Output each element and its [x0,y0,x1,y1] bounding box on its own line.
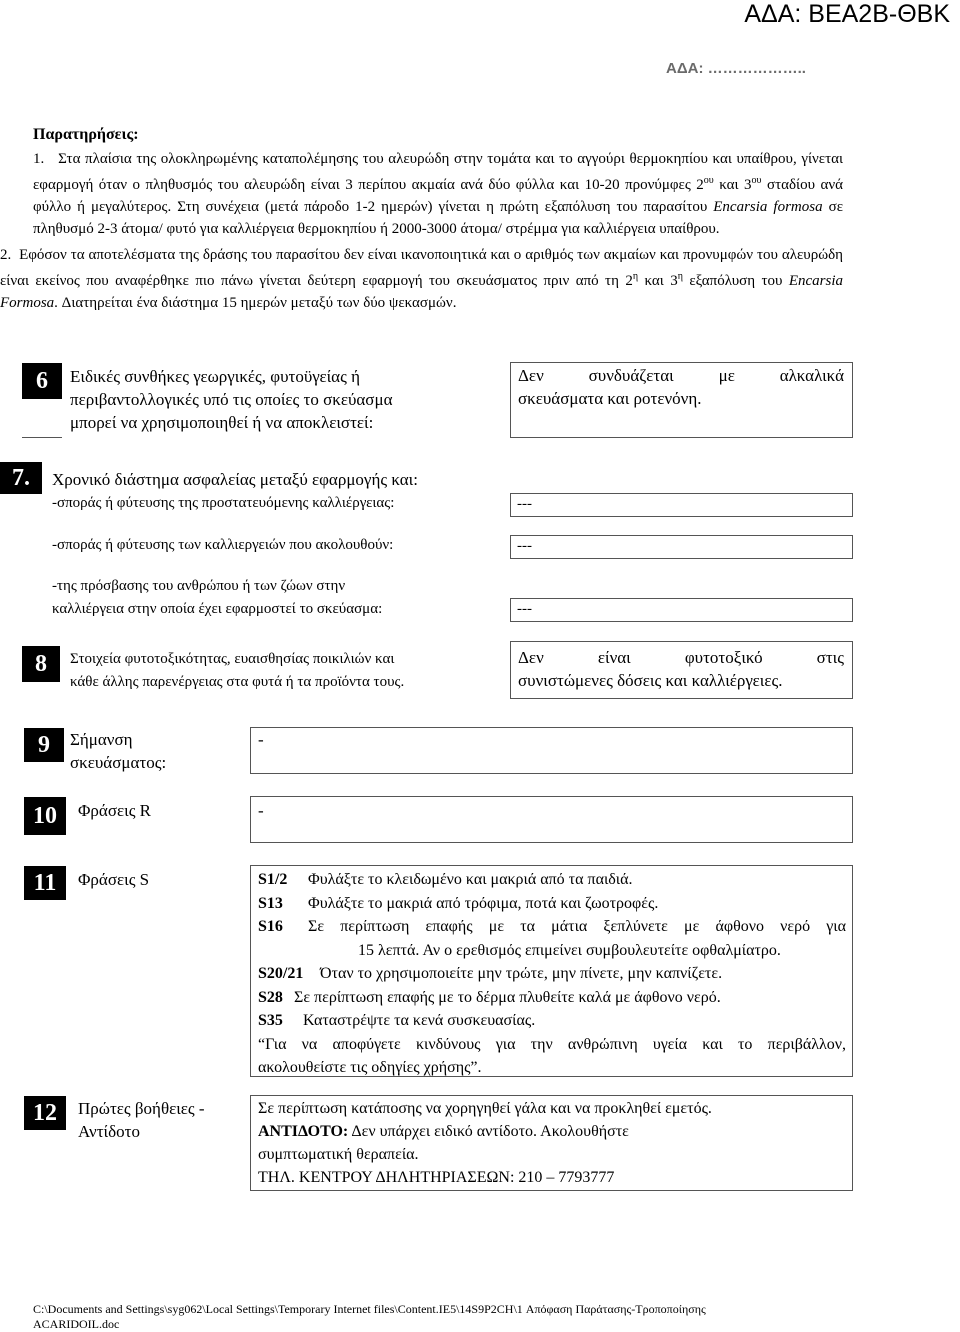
s-phrase [258,962,846,986]
section-12-value [258,1097,846,1189]
ada-code: ΑΔΑ: ΒΕΑ2Β-ΘΒΚ [744,0,950,28]
s-phrase-code: S13 [258,894,283,912]
note-2-sup-b: η [677,271,683,282]
section-10-number: 10 [24,797,66,835]
note-1-text-d: σε πληθυσμό 2-3 άτομα/ φυτό για καλλιέργεια θερμοκηπίου ή 2000-3000 άτομα/ στρέμμα για καλλιέργεια υπαίθρου. [33,199,843,237]
note-1 [33,148,843,240]
section-7-title: Χρονικό διάστημα ασφαλείας μεταξύ εφαρμογής και: [52,470,418,489]
note-1-sup-b: ου [751,175,762,186]
section-6-label-line: περιβαντολλογικές υπό τις οποίες το σκεύασμα [70,390,393,409]
section-9-value: - [258,730,264,749]
section-9-label [70,728,166,774]
section-10-label: Φράσεις R [78,801,152,820]
notes-title: Παρατηρήσεις: [33,126,139,143]
s-phrase-text: Φυλάξτε το κλειδωμένο και μακριά από τα παιδιά. [308,871,633,888]
note-1-text-b: και 3 [713,177,752,193]
antidote-label: ΑΝΤΙΔΟΤΟ: [258,1123,349,1140]
section-8-label [70,648,404,694]
s-phrase [258,939,846,963]
section-6-label-line: μπορεί να χρησιμοποιηθεί ή να αποκλειστεί: [70,413,374,432]
s-phrase-text: Φυλάξτε το μακριά από τρόφιμα, ποτά και ζωοτροφές. [308,894,659,912]
section-9-label-line: σκευάσματος: [70,753,167,772]
s-phrase-text: 15 λεπτά. Αν ο ερεθισμός επιμείνει συμβουλευτείτε οφθαλμίατρο. [358,941,781,959]
ada-placeholder: ΑΔΑ: ……………….. [666,60,806,77]
section-7-row-3-label [52,575,382,621]
section-7-row-1-label: -σποράς ή φύτευσης της προστατευόμενης καλλιέργειας: [52,495,395,511]
note-1-species: Encarsia formosa [713,199,823,215]
s-phrase-code: S20/21 [258,965,304,982]
section-9-label-line: Σήμανση [70,730,133,749]
s-phrase-code: S1/2 [258,871,288,888]
note-2-number: 2. [0,247,12,263]
section-12-label-line: Πρώτες βοήθειες - [78,1099,205,1118]
section-7-row-3-label-line: -της πρόσβασης του ανθρώπου ή των ζώων στην [52,578,346,594]
s-phrase [258,892,846,916]
section-12-label [78,1097,205,1143]
section-6-number: 6 [22,363,62,399]
section-8-value [518,646,844,692]
section-6-value [518,364,844,410]
section-8-value-line: συνιστώμενες δόσεις και καλλιέργειες. [518,671,783,690]
section-7-row-1-value: --- [510,493,853,517]
section-12-label-line: Αντίδοτο [78,1122,140,1141]
s-phrase-code [308,939,358,963]
s-phrase-quote: ακολουθείστε τις οδηγίες χρήσης”. [258,1059,482,1076]
note-2 [0,244,843,314]
note-2-species: Encarsia Formosa [0,273,844,311]
section-8-label-line: κάθε άλλης παρενέργειας στα φυτά ή τα προϊόντα τους. [70,674,405,690]
s-phrase-text: Σε περίπτωση επαφής με το δέρμα πλυθείτε καλά με άφθονο νερό. [294,988,721,1006]
section-7-row-3-label-line: καλλιέργεια στην οποία έχει εφαρμοστεί το σκεύασμα: [52,601,383,617]
first-aid-line: συμπτωματική θεραπεία. [258,1146,419,1163]
s-phrase-text: Σε περίπτωση επαφής με τα μάτια ξεπλύνετε με άφθονο νερό για [308,918,846,935]
section-9-number: 9 [24,728,64,762]
s-phrase-quote: “Για να αποφύγετε κινδύνους για την ανθρώπινη υγεία και το περιβάλλον, [258,1035,846,1053]
note-1-sup: ου [703,175,714,186]
s-phrase-text: Καταστρέψτε τα κενά συσκευασίας. [303,1012,536,1029]
s-phrase-code: S16 [258,918,283,935]
antidote-text: Δεν υπάρχει ειδικό αντίδοτο. Ακολουθήστε [348,1123,629,1140]
section-11-number: 11 [24,866,66,900]
section-8-label-line: Στοιχεία φυτοτοξικότητας, ευαισθησίας ποικιλιών και [70,651,395,667]
footer-file-name: ACARIDOIL.doc [33,1317,120,1331]
section-9-value-box [250,727,853,774]
section-7-number: 7. [0,462,42,494]
note-2-text-c: εξαπόλυση του [682,273,789,289]
section-11-phrases [258,868,846,1080]
section-6-label-line: Ειδικές συνθήκες γεωργικές, φυτοϋγείας ή [70,367,360,386]
note-2-text: Εφόσον τα αποτελέσματα της δράσης του παρασίτου δεν είναι ικανοποιητικά και ο αριθμός των ακμαίων και προνυμφών του αλευρώδη είναι εκείνος που αναφέρθηκε πιο πάνω γίνεται δεύτερη εφαρμογή του σκευάσματος πριν από τη 2 [0,247,843,289]
s-phrase-code: S35 [258,1012,283,1029]
section-6-value-line: σκευάσματα και ροτενόνη. [518,389,702,408]
s-phrase [258,915,846,939]
footer-path [33,1302,706,1332]
section-7-row-2-label: -σποράς ή φύτευσης των καλλιεργειών που ακολουθούν: [52,537,394,553]
section-8-value-line: Δεν είναι φυτοτοξικό στις [518,648,844,667]
section-12-number: 12 [24,1096,66,1130]
section-8-number: 8 [22,646,60,682]
footer-path-line: C:\Documents and Settings\syg062\Local Settings\Temporary Internet files\Content.IE5\14S9P2CH\1 Απόφαση Παράτασης-Τροποποίησης [33,1302,706,1316]
section-10-value-box [250,796,853,843]
note-1-text-c: σταδίου ανά φύλλο ή μεγαλύτερος. Στη συνέχεια (μετά πάροδο 1-2 ημερών) γίνεται η πρώτη εξαπόλυση του παρασίτου [33,177,843,215]
notes-body [0,148,844,318]
section-6-underline [22,437,62,438]
note-1-text: Στα πλαίσια της ολοκληρωμένης καταπολέμησης του αλευρώδη στην τομάτα και το αγγούρι θερμοκηπίου και υπαίθρου, γίνεται εφαρμογή όταν ο πληθυσμός του αλευρώδη είναι 3 περίπου ακμαία ανά δύο φύλλα και 10-20 προνύμφες 2 [33,151,843,193]
poison-center-phone: ΤΗΛ. ΚΕΝΤΡΟΥ ΔΗΛΗΤΗΡΙΑΣΕΩΝ: 210 – 7793777 [258,1169,615,1186]
note-2-sup: η [632,271,639,282]
note-2-text-d: . Διατηρείται ένα διάστημα 15 ημερών μεταξύ των δύο ψεκασμών. [54,295,457,311]
first-aid-line: Σε περίπτωση κατάποσης να χορηγηθεί γάλα και να προκληθεί εμετός. [258,1100,712,1117]
s-phrase-text: Όταν το χρησιμοποιείτε μην τρώτε, μην πίνετε, μην καπνίζετε. [320,965,723,982]
section-7-row-3-value: --- [510,598,853,622]
note-2-text-b: και 3 [638,273,678,289]
section-7-row-2-value: --- [510,535,853,559]
section-6-value-line: Δεν συνδυάζεται με αλκαλικά [518,366,844,385]
note-1-number: 1. [33,151,45,167]
s-phrase [258,868,846,892]
section-6-label [70,365,490,434]
s-phrase [258,1009,846,1033]
section-10-value: - [258,801,264,820]
antidote-line [258,1120,846,1143]
s-phrase [258,986,846,1010]
s-phrase-code: S28 [258,988,283,1006]
section-11-label: Φράσεις S [78,870,150,889]
